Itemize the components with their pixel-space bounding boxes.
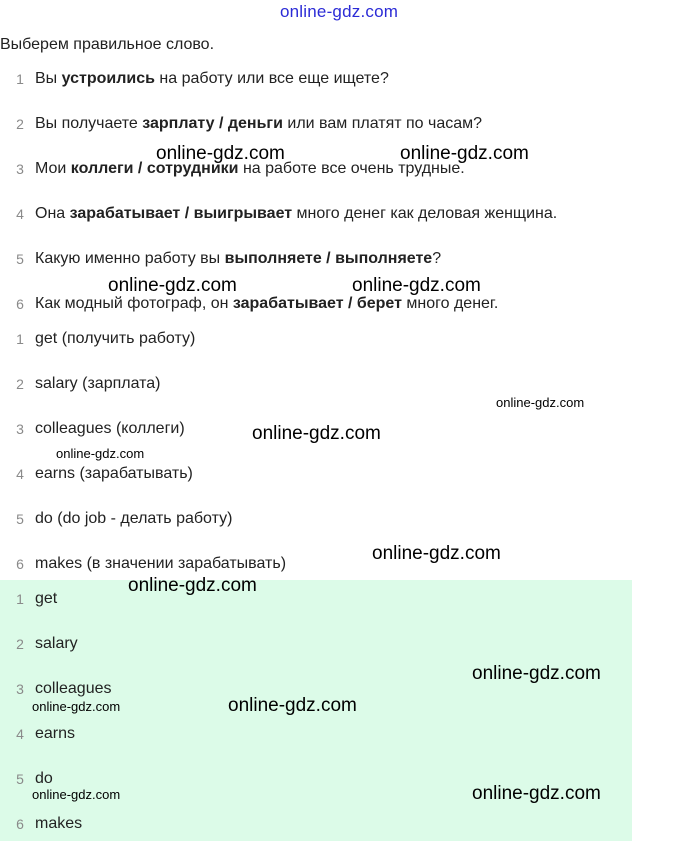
item-number: 2 xyxy=(16,376,24,392)
translation-text: earns (зарабатывать) xyxy=(35,465,193,482)
list-item xyxy=(0,507,640,531)
item-number: 6 xyxy=(16,816,24,832)
watermark: online-gdz.com xyxy=(108,275,237,296)
watermark: online-gdz.com xyxy=(372,543,501,564)
answer-text: colleagues xyxy=(35,680,112,697)
item-number: 5 xyxy=(16,511,24,527)
item-number: 2 xyxy=(16,116,24,132)
watermark: online-gdz.com xyxy=(472,663,601,684)
translation-text: salary (зарплата) xyxy=(35,375,161,392)
list-item xyxy=(0,632,640,656)
header-watermark: online-gdz.com xyxy=(280,2,399,21)
highlight-word: зарабатывает / берет xyxy=(232,295,402,312)
list-item xyxy=(0,587,640,611)
answer-text: get xyxy=(35,590,58,607)
item-number: 1 xyxy=(16,71,24,87)
highlight-word: зарабатывает / выигрывает xyxy=(69,205,293,222)
list-item xyxy=(0,157,640,181)
watermark: online-gdz.com xyxy=(496,395,585,410)
list-item xyxy=(0,462,640,486)
watermark: online-gdz.com xyxy=(472,783,601,804)
item-number: 6 xyxy=(16,296,24,312)
sentence-text: Вы устроились на работу или все еще ищете? xyxy=(35,70,389,87)
watermark: online-gdz.com xyxy=(32,787,121,802)
item-number: 4 xyxy=(16,726,24,742)
sentence-text: Она зарабатывает / выигрывает много денег как деловая женщина. xyxy=(35,205,558,222)
item-number: 6 xyxy=(16,556,24,572)
translation-text: makes (в значении зарабатывать) xyxy=(35,555,287,572)
list-item xyxy=(0,292,640,316)
sentence-text: Вы получаете зарплату / деньги или вам платят по часам? xyxy=(35,115,483,132)
list-item xyxy=(0,327,640,351)
list-item xyxy=(0,202,640,226)
watermark: online-gdz.com xyxy=(352,275,481,296)
item-number: 5 xyxy=(16,251,24,267)
list-item xyxy=(0,247,640,271)
answer-text: do xyxy=(35,770,53,787)
watermark: online-gdz.com xyxy=(228,695,357,716)
item-number: 3 xyxy=(16,681,24,697)
item-number: 5 xyxy=(16,771,24,787)
highlight-word: выполняете / выполняете xyxy=(224,250,433,267)
item-number: 3 xyxy=(16,161,24,177)
list-item xyxy=(0,812,640,836)
item-number: 4 xyxy=(16,466,24,482)
watermark: online-gdz.com xyxy=(252,423,381,444)
list-item xyxy=(0,722,640,746)
highlight-word: зарплату / деньги xyxy=(142,115,283,132)
translation-text: colleagues (коллеги) xyxy=(35,420,185,437)
highlight-word: коллеги / сотрудники xyxy=(70,160,239,177)
list-item xyxy=(0,372,640,396)
watermark: online-gdz.com xyxy=(400,143,529,164)
watermark: online-gdz.com xyxy=(32,699,121,714)
list-item xyxy=(0,552,640,576)
item-number: 1 xyxy=(16,331,24,347)
answer-text: salary xyxy=(35,635,78,652)
list-item xyxy=(0,112,640,136)
answer-text: makes xyxy=(35,815,83,832)
sentence-text: Мои коллеги / сотрудники на работе все очень трудные. xyxy=(35,160,465,177)
item-number: 1 xyxy=(16,591,24,607)
list-item xyxy=(0,67,640,91)
intro-text: Выберем правильное слово. xyxy=(0,36,215,53)
watermark: online-gdz.com xyxy=(56,446,145,461)
sentence-text: Как модный фотограф, он зарабатывает / берет много денег. xyxy=(35,295,499,312)
translation-text: do (do job - делать работу) xyxy=(35,510,233,527)
translation-text: get (получить работу) xyxy=(35,330,196,347)
sentence-text: Какую именно работу вы выполняете / выполняете? xyxy=(35,250,442,267)
watermark: online-gdz.com xyxy=(156,143,285,164)
item-number: 3 xyxy=(16,421,24,437)
item-number: 2 xyxy=(16,636,24,652)
item-number: 4 xyxy=(16,206,24,222)
watermark: online-gdz.com xyxy=(128,575,257,596)
answer-text: earns xyxy=(35,725,76,742)
highlight-word: устроились xyxy=(61,70,155,87)
